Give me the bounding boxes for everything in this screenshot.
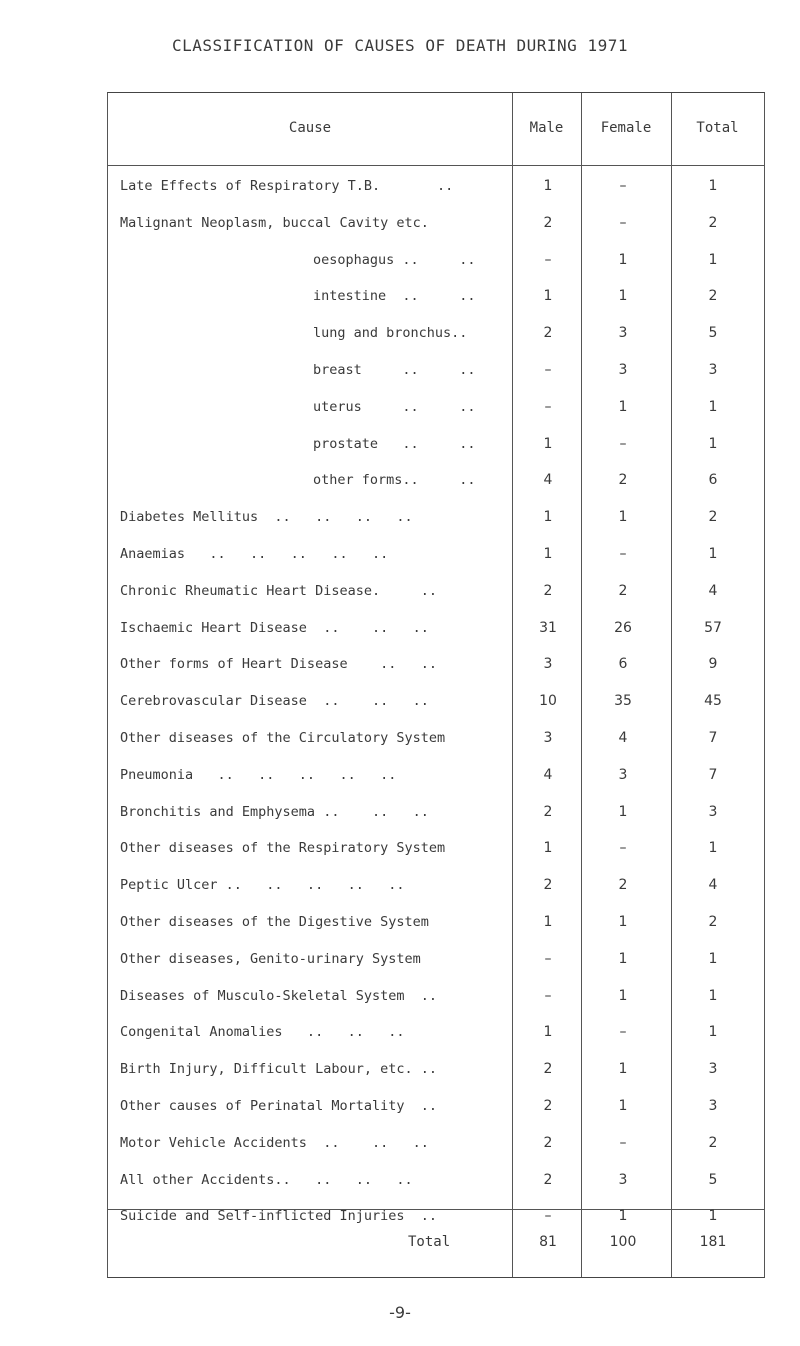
male-cell: 3 xyxy=(543,656,553,673)
male-cell: 31 xyxy=(539,619,557,636)
male-cell: 1 xyxy=(543,288,553,305)
cause-cell: Malignant Neoplasm, buccal Cavity etc. xyxy=(120,214,429,231)
female-cell: – xyxy=(619,546,627,562)
cause-cell: Other diseases, Genito-urinary System xyxy=(120,950,421,967)
cause-cell: Late Effects of Respiratory T.B. .. xyxy=(120,178,454,194)
male-cell: – xyxy=(544,398,552,415)
table-row xyxy=(108,178,764,198)
male-cell: 3 xyxy=(543,730,553,746)
page-number: -9- xyxy=(389,1303,411,1322)
causes-of-death-table xyxy=(107,92,765,1278)
male-cell: 2 xyxy=(543,582,553,599)
total-cell: 3 xyxy=(708,1098,718,1114)
male-cell: 1 xyxy=(543,1024,553,1041)
male-cell: 2 xyxy=(543,214,553,231)
table-row xyxy=(108,325,764,345)
cause-cell: Motor Vehicle Accidents .. .. .. xyxy=(120,1134,429,1151)
header-divider xyxy=(108,165,764,166)
table-row xyxy=(108,1098,764,1118)
header-male: Male xyxy=(529,120,564,136)
total-cell: 6 xyxy=(708,472,718,489)
male-cell: 4 xyxy=(543,472,553,489)
table-row xyxy=(108,730,764,750)
table-row xyxy=(108,1061,764,1081)
table-row xyxy=(108,546,764,566)
total-cell: 9 xyxy=(708,656,718,673)
table-row xyxy=(108,951,764,971)
table-row xyxy=(108,436,764,456)
cause-cell: uterus .. .. xyxy=(313,398,476,415)
male-cell: 2 xyxy=(543,1134,553,1151)
male-cell: 2 xyxy=(543,1061,553,1078)
male-cell: – xyxy=(544,950,552,967)
total-cell: 7 xyxy=(708,730,718,746)
total-cell: 1 xyxy=(708,178,718,194)
female-cell: 1 xyxy=(618,803,628,820)
total-all: 181 xyxy=(699,1234,727,1250)
cause-cell: Diseases of Musculo-Skeletal System .. xyxy=(120,987,437,1004)
female-cell: 1 xyxy=(618,288,628,305)
total-cell: 2 xyxy=(708,509,718,526)
cause-cell: Chronic Rheumatic Heart Disease. .. xyxy=(120,582,437,599)
total-cell: 5 xyxy=(708,325,718,342)
male-cell: 1 xyxy=(543,178,553,194)
female-cell: 3 xyxy=(618,766,628,783)
total-cell: 2 xyxy=(708,214,718,231)
female-cell: – xyxy=(619,1024,627,1041)
male-cell: – xyxy=(544,362,552,378)
cause-cell: lung and bronchus.. xyxy=(313,325,468,342)
female-cell: – xyxy=(619,214,627,231)
table-row xyxy=(108,1024,764,1044)
cause-cell: Bronchitis and Emphysema .. .. .. xyxy=(120,803,429,820)
table-row xyxy=(108,509,764,529)
table-row xyxy=(108,288,764,308)
cause-cell: Diabetes Mellitus .. .. .. .. xyxy=(120,509,413,526)
cause-cell: Pneumonia .. .. .. .. .. xyxy=(120,766,397,783)
cause-cell: breast .. .. xyxy=(313,362,476,378)
table-row xyxy=(108,693,764,713)
table-row xyxy=(108,767,764,787)
female-cell: 2 xyxy=(618,877,628,894)
male-cell: 1 xyxy=(543,435,553,452)
table-row xyxy=(108,399,764,419)
cause-cell: Anaemias .. .. .. .. .. xyxy=(120,546,389,562)
cause-cell: All other Accidents.. .. .. .. xyxy=(120,1171,413,1188)
table-row xyxy=(108,472,764,492)
cause-cell: Congenital Anomalies .. .. .. xyxy=(120,1024,405,1041)
total-cell: 2 xyxy=(708,1134,718,1151)
female-cell: 3 xyxy=(618,325,628,342)
total-cell: 1 xyxy=(708,1208,718,1225)
total-female: 100 xyxy=(609,1234,637,1250)
cause-cell: intestine .. .. xyxy=(313,288,476,305)
cause-cell: Cerebrovascular Disease .. .. .. xyxy=(120,693,429,710)
male-cell: 2 xyxy=(543,325,553,342)
table-row xyxy=(108,215,764,235)
female-cell: – xyxy=(619,840,627,857)
female-cell: 1 xyxy=(618,1061,628,1078)
male-cell: 4 xyxy=(543,766,553,783)
female-cell: 1 xyxy=(618,509,628,526)
cause-cell: Birth Injury, Difficult Labour, etc. .. xyxy=(120,1061,437,1078)
header-total: Total xyxy=(696,120,739,136)
cause-cell: prostate .. .. xyxy=(313,435,476,452)
table-row xyxy=(108,1208,764,1228)
total-cell: 1 xyxy=(708,435,718,452)
female-cell: – xyxy=(619,178,627,194)
cause-cell: Peptic Ulcer .. .. .. .. .. xyxy=(120,877,405,894)
female-cell: 1 xyxy=(618,987,628,1004)
total-cell: 1 xyxy=(708,1024,718,1041)
female-cell: 3 xyxy=(618,362,628,378)
total-cell: 2 xyxy=(708,914,718,930)
table-row xyxy=(108,252,764,272)
total-cell: 2 xyxy=(708,288,718,305)
total-cell: 1 xyxy=(708,987,718,1004)
female-cell: 1 xyxy=(618,1098,628,1114)
table-row xyxy=(108,988,764,1008)
header-female: Female xyxy=(600,120,652,136)
total-cell: 3 xyxy=(708,1061,718,1078)
male-cell: 2 xyxy=(543,1098,553,1114)
male-cell: 2 xyxy=(543,877,553,894)
table-row xyxy=(108,656,764,676)
cause-cell: Other diseases of the Respiratory System xyxy=(120,840,446,857)
total-label: Total xyxy=(408,1234,451,1250)
female-cell: – xyxy=(619,435,627,452)
male-cell: 2 xyxy=(543,1171,553,1188)
table-row xyxy=(108,583,764,603)
table-row xyxy=(108,620,764,640)
table-row xyxy=(108,877,764,897)
male-cell: 2 xyxy=(543,803,553,820)
female-cell: 3 xyxy=(618,1171,628,1188)
table-row xyxy=(108,840,764,860)
total-male: 81 xyxy=(539,1234,557,1250)
total-cell: 1 xyxy=(708,950,718,967)
female-cell: 26 xyxy=(614,619,632,636)
female-cell: 1 xyxy=(618,1208,628,1225)
male-cell: 1 xyxy=(543,546,553,562)
total-cell: 45 xyxy=(704,693,722,710)
female-cell: 2 xyxy=(618,582,628,599)
cause-cell: Suicide and Self-inflicted Injuries .. xyxy=(120,1208,437,1225)
female-cell: 2 xyxy=(618,472,628,489)
table-row xyxy=(108,914,764,934)
female-cell: – xyxy=(619,1134,627,1151)
female-cell: 4 xyxy=(618,730,628,746)
female-cell: 1 xyxy=(618,950,628,967)
total-cell: 3 xyxy=(708,803,718,820)
page-title: CLASSIFICATION OF CAUSES OF DEATH DURING 1971 xyxy=(172,36,628,55)
cause-cell: Other forms of Heart Disease .. .. xyxy=(120,656,437,673)
total-cell: 7 xyxy=(708,766,718,783)
total-cell: 1 xyxy=(708,251,718,268)
header-cause: Cause xyxy=(288,120,332,136)
cause-cell: Other diseases of the Digestive System xyxy=(120,914,429,930)
table-row xyxy=(108,804,764,824)
male-cell: – xyxy=(544,987,552,1004)
male-cell: 1 xyxy=(543,840,553,857)
total-cell: 1 xyxy=(708,546,718,562)
male-cell: 1 xyxy=(543,509,553,526)
cause-cell: Other causes of Perinatal Mortality .. xyxy=(120,1098,437,1114)
female-cell: 1 xyxy=(618,398,628,415)
total-cell: 1 xyxy=(708,840,718,857)
male-cell: – xyxy=(544,251,552,268)
total-cell: 5 xyxy=(708,1171,718,1188)
table-row xyxy=(108,1135,764,1155)
cause-cell: oesophagus .. .. xyxy=(313,251,476,268)
male-cell: 1 xyxy=(543,914,553,930)
total-cell: 57 xyxy=(704,619,722,636)
cause-cell: Other diseases of the Circulatory System xyxy=(120,730,446,746)
total-cell: 1 xyxy=(708,398,718,415)
total-cell: 4 xyxy=(708,582,718,599)
male-cell: 10 xyxy=(539,693,557,710)
female-cell: 1 xyxy=(618,914,628,930)
table-row xyxy=(108,1172,764,1192)
cause-cell: Ischaemic Heart Disease .. .. .. xyxy=(120,619,429,636)
male-cell: – xyxy=(544,1208,552,1225)
cause-cell: other forms.. .. xyxy=(313,472,476,489)
total-cell: 3 xyxy=(708,362,718,378)
female-cell: 6 xyxy=(618,656,628,673)
female-cell: 35 xyxy=(614,693,632,710)
female-cell: 1 xyxy=(618,251,628,268)
total-cell: 4 xyxy=(708,877,718,894)
table-row xyxy=(108,362,764,382)
